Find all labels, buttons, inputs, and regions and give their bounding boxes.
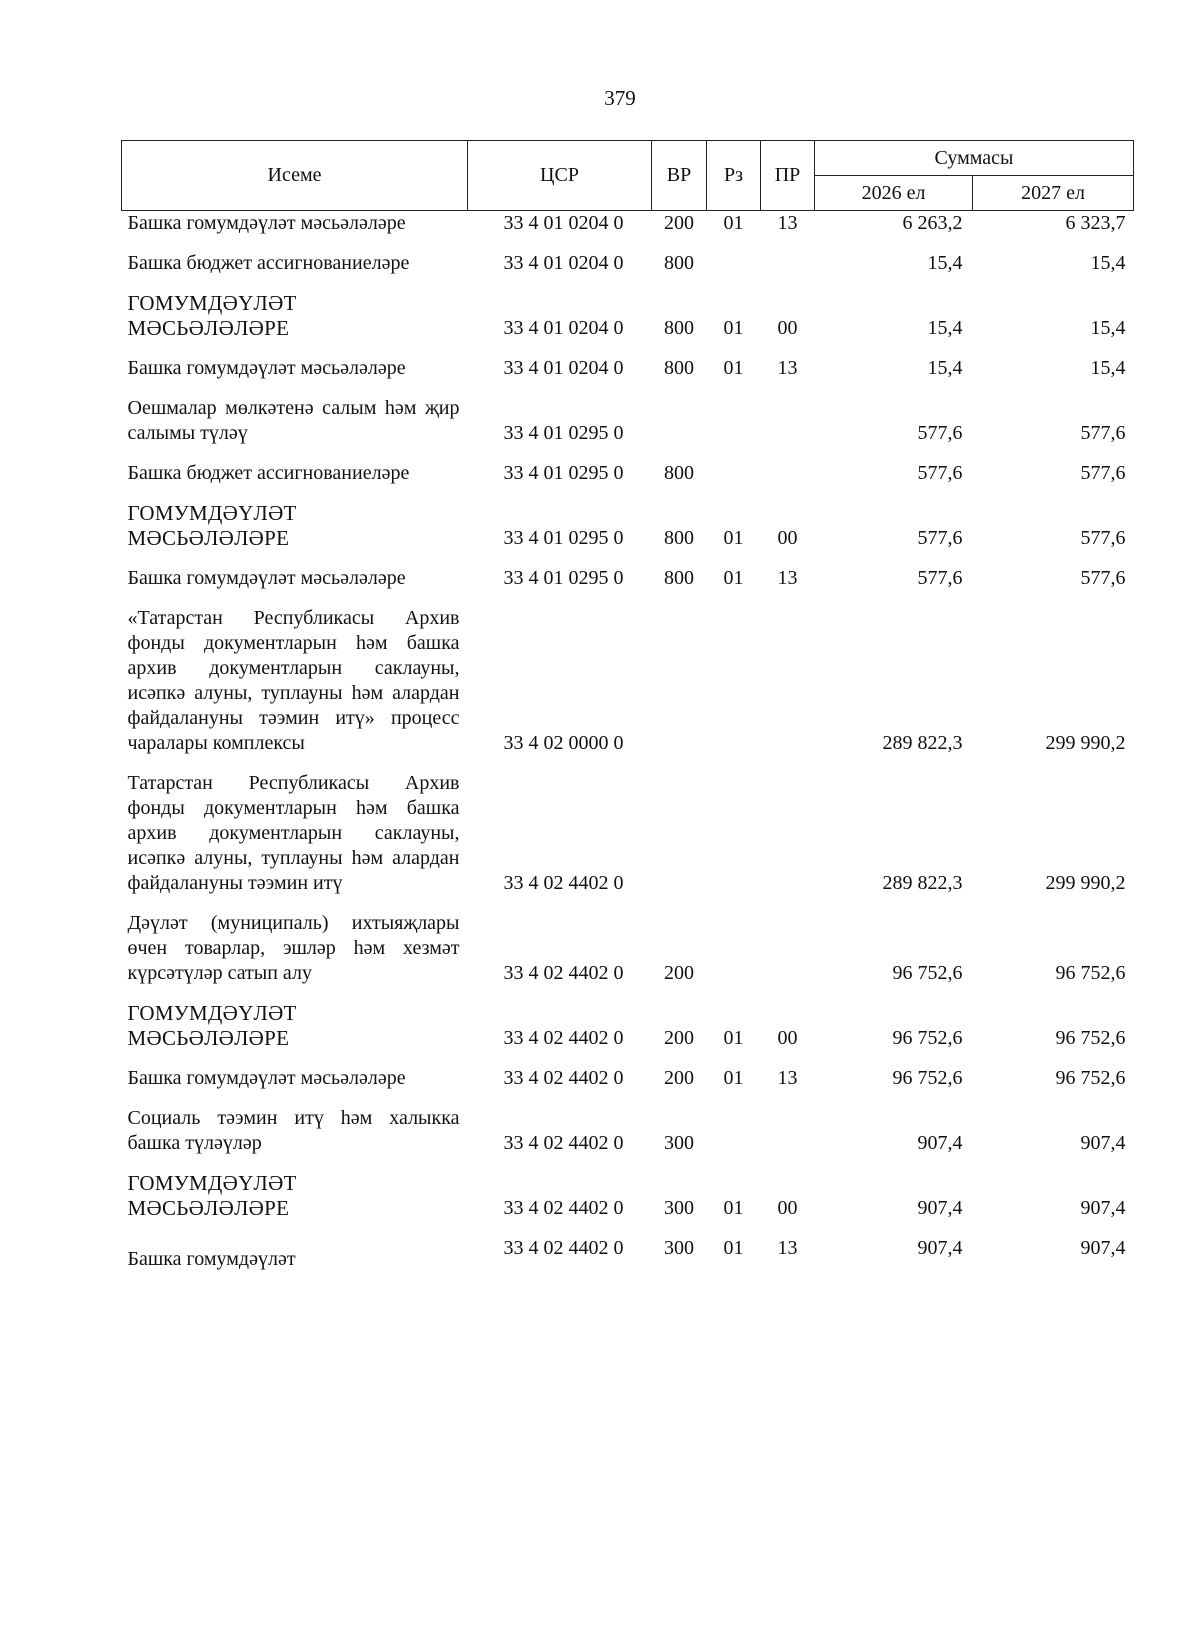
row-vr-cell [652,389,707,454]
row-vr-cell [652,599,707,764]
row-amount-2026-cell: 907,4 [917,1237,963,1259]
row-pr-cell [761,904,815,994]
row-vr-cell: 200 [664,212,694,234]
row-rz-cell [707,904,761,994]
row-csr-cell: 33 4 02 4402 0 [503,1237,624,1259]
row-rz-cell [707,599,761,764]
row-amount-2026-cell: 15,4 [927,317,963,339]
table-row [122,284,1134,349]
row-name-cell: ГОМУМДӘҮЛӘТ МӘСЬӘЛӘЛӘРЕ [127,1171,297,1220]
row-rz-cell: 01 [723,1197,744,1219]
row-pr-cell [761,764,815,904]
row-rz-cell [707,389,761,454]
row-amount-2027-cell: 907,4 [1080,1237,1126,1259]
row-amount-2026-cell: 289 822,3 [882,872,963,894]
row-csr-cell: 33 4 02 4402 0 [503,1027,624,1049]
column-header-name: Исеме [122,141,468,211]
row-amount-2027-cell: 907,4 [1080,1132,1126,1154]
row-pr-cell [761,1099,815,1164]
row-name-cell: Башка гомумдәүләт мәсьәләләре [127,357,406,379]
row-vr-cell: 800 [664,252,694,274]
row-vr-cell: 800 [664,527,694,549]
row-vr-cell: 300 [664,1197,694,1219]
row-amount-2026-cell: 96 752,6 [892,1067,963,1089]
row-amount-2027-cell: 96 752,6 [1055,1067,1126,1089]
row-pr-cell: 00 [777,1197,798,1219]
budget-table [121,140,1134,1280]
row-csr-cell: 33 4 01 0295 0 [503,462,624,484]
row-amount-2026-cell: 6 263,2 [902,212,963,234]
row-amount-2026-cell: 907,4 [917,1132,963,1154]
column-header-csr: ЦСР [468,141,652,211]
row-amount-2027-cell: 299 990,2 [1045,732,1126,754]
row-csr-cell: 33 4 02 0000 0 [503,732,624,754]
row-amount-2026-cell: 577,6 [917,567,963,589]
row-pr-cell [761,454,815,494]
row-rz-cell: 01 [723,567,744,589]
row-amount-2027-cell: 577,6 [1080,567,1126,589]
row-name-cell: Оешмалар мөлкәтенә салым һәм җир салымы түләү [127,397,460,444]
row-csr-cell: 33 4 01 0295 0 [503,422,624,444]
table-row [122,599,1134,764]
row-amount-2026-cell: 96 752,6 [892,962,963,984]
row-amount-2026-cell: 96 752,6 [892,1027,963,1049]
row-name-cell: Башка гомумдәүләт мәсьәләләре [127,1067,406,1089]
table-row [122,1164,1134,1229]
row-name-cell: Татарстан Республикасы Архив фонды документларын һәм башка архив документларын саклауны, исәпкә алуны, туплауны һәм алардан файдалануны тәэмин итү [127,772,460,894]
row-name-cell: Башка гомумдәүләт мәсьәләләре [127,567,406,589]
row-amount-2027-cell: 577,6 [1080,527,1126,549]
row-vr-cell: 200 [664,1027,694,1049]
row-pr-cell [761,599,815,764]
row-pr-cell: 13 [777,1067,798,1089]
table-row [122,349,1134,389]
row-pr-cell [761,389,815,454]
column-header-vr: ВР [652,141,707,211]
row-pr-cell: 00 [777,1027,798,1049]
row-vr-cell: 800 [664,317,694,339]
row-amount-2026-cell: 577,6 [917,422,963,444]
row-amount-2026-cell: 907,4 [917,1197,963,1219]
row-csr-cell: 33 4 01 0204 0 [503,252,624,274]
table-row [122,211,1134,245]
row-pr-cell: 13 [777,567,798,589]
row-rz-cell: 01 [723,357,744,379]
row-rz-cell: 01 [723,1027,744,1049]
row-amount-2027-cell: 907,4 [1080,1197,1126,1219]
row-amount-2026-cell: 289 822,3 [882,732,963,754]
row-csr-cell: 33 4 01 0204 0 [503,357,624,379]
row-amount-2027-cell: 15,4 [1090,317,1126,339]
table-row [122,1229,1134,1280]
row-amount-2027-cell: 577,6 [1080,422,1126,444]
row-name-cell: Башка бюджет ассигнованиеләре [127,462,410,484]
row-csr-cell: 33 4 02 4402 0 [503,872,624,894]
row-csr-cell: 33 4 02 4402 0 [503,1197,624,1219]
row-name-cell: Башка гомумдәүләт [127,1248,296,1270]
row-pr-cell [761,244,815,284]
row-vr-cell: 300 [664,1237,694,1259]
row-name-cell: ГОМУМДӘҮЛӘТ МӘСЬӘЛӘЛӘРЕ [127,501,297,550]
table-row [122,559,1134,599]
row-amount-2027-cell: 299 990,2 [1045,872,1126,894]
table-row [122,389,1134,454]
row-csr-cell: 33 4 01 0295 0 [503,527,624,549]
table-row [122,454,1134,494]
row-vr-cell: 800 [664,357,694,379]
table-row [122,1059,1134,1099]
row-amount-2026-cell: 15,4 [927,252,963,274]
column-header-year-2026: 2026 ел [815,176,973,211]
row-csr-cell: 33 4 02 4402 0 [503,1067,624,1089]
table-row [122,494,1134,559]
row-vr-cell: 800 [664,567,694,589]
row-amount-2027-cell: 6 323,7 [1065,212,1126,234]
table-row [122,994,1134,1059]
row-pr-cell: 13 [777,1237,798,1259]
row-rz-cell: 01 [723,212,744,234]
row-pr-cell: 00 [777,317,798,339]
row-vr-cell: 200 [664,962,694,984]
row-amount-2026-cell: 577,6 [917,527,963,549]
row-rz-cell: 01 [723,1237,744,1259]
row-rz-cell [707,244,761,284]
table-row [122,764,1134,904]
row-name-cell: Башка бюджет ассигнованиеләре [127,252,410,274]
table-body [122,211,1134,1281]
row-amount-2027-cell: 577,6 [1080,462,1126,484]
row-vr-cell [652,764,707,904]
row-csr-cell: 33 4 01 0204 0 [503,317,624,339]
row-rz-cell: 01 [723,317,744,339]
row-name-cell: ГОМУМДӘҮЛӘТ МӘСЬӘЛӘЛӘРЕ [127,291,297,340]
row-csr-cell: 33 4 02 4402 0 [503,962,624,984]
row-rz-cell [707,1099,761,1164]
row-amount-2027-cell: 15,4 [1090,252,1126,274]
row-csr-cell: 33 4 01 0204 0 [503,212,624,234]
row-amount-2026-cell: 15,4 [927,357,963,379]
row-rz-cell: 01 [723,1067,744,1089]
table-row [122,244,1134,284]
page-number: 379 [604,86,636,110]
row-name-cell: Дәүләт (муниципаль) ихтыяҗлары өчен товарлар, эшләр һәм хезмәт күрсәтүләр сатып алу [127,912,460,984]
row-amount-2027-cell: 96 752,6 [1055,1027,1126,1049]
row-amount-2027-cell: 96 752,6 [1055,962,1126,984]
table-header [122,141,1134,211]
row-name-cell: ГОМУМДӘҮЛӘТ МӘСЬӘЛӘЛӘРЕ [127,1001,297,1050]
row-vr-cell: 300 [664,1132,694,1154]
row-name-cell: Социаль тәэмин итү һәм халыкка башка түләүләр [127,1107,460,1154]
row-name-cell: Башка гомумдәүләт мәсьәләләре [127,212,406,234]
row-pr-cell: 00 [777,527,798,549]
row-csr-cell: 33 4 02 4402 0 [503,1132,624,1154]
table-row [122,1099,1134,1164]
row-vr-cell: 200 [664,1067,694,1089]
row-vr-cell: 800 [664,462,694,484]
row-amount-2027-cell: 15,4 [1090,357,1126,379]
table-row [122,904,1134,994]
row-amount-2026-cell: 577,6 [917,462,963,484]
row-pr-cell: 13 [777,357,798,379]
row-rz-cell: 01 [723,527,744,549]
column-header-sums: Суммасы [815,141,1134,176]
column-header-year-2027: 2027 ел [973,176,1134,211]
column-header-pr: ПР [761,141,815,211]
column-header-rz: Рз [707,141,761,211]
row-rz-cell [707,454,761,494]
row-name-cell: «Татарстан Республикасы Архив фонды документларын һәм башка архив документларын саклауны, исәпкә алуны, туплауны һәм алардан файдалануны тәэмин итү» процесс чаралары комплексы [127,607,460,754]
row-rz-cell [707,764,761,904]
row-csr-cell: 33 4 01 0295 0 [503,567,624,589]
row-pr-cell: 13 [777,212,798,234]
